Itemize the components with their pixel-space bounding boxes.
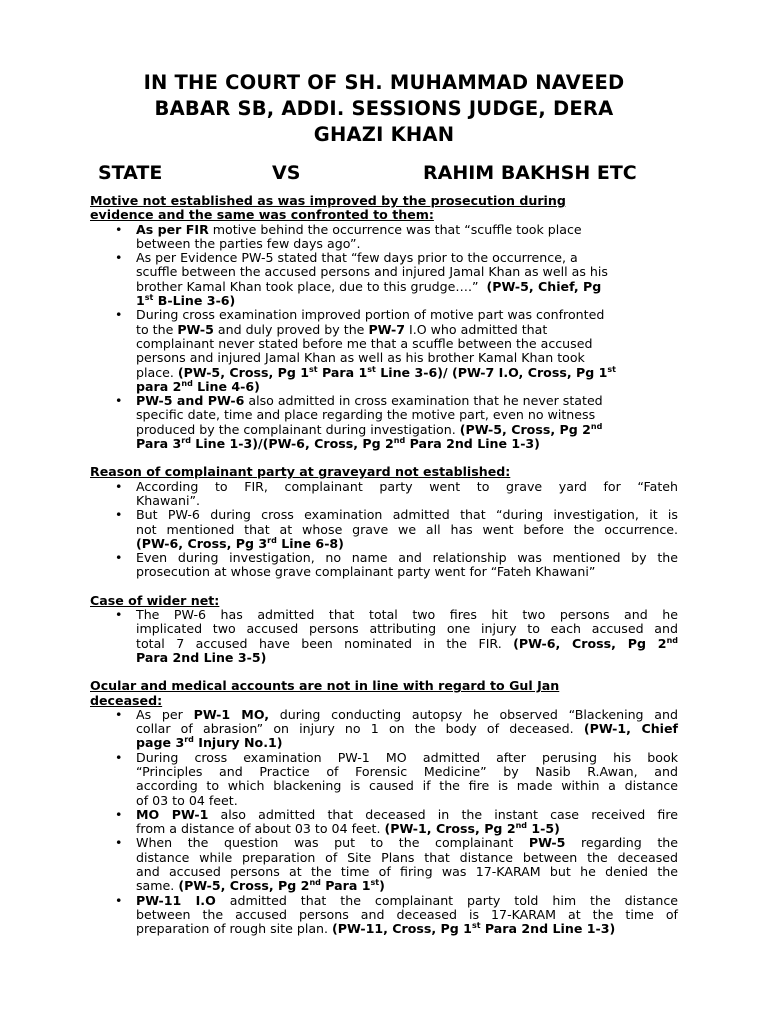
list-item: • Even during investigation, no name and relationship was mentioned by the prosecution at whose grave complainant party went for “Fateh Khawani” [115, 550, 678, 580]
section-ocular [90, 679, 678, 936]
section-heading-motive [90, 194, 678, 223]
bullet-icon: • [115, 550, 123, 566]
section-heading-motive-line-2: evidence and the same was confronted to them: [90, 207, 434, 223]
court-title-line-2: BABAR SB, ADDI. SESSIONS JUDGE, DERA [154, 97, 614, 120]
list-item: • During cross examination improved portion of motive part was confronted to the PW-5 and duly proved by the PW-7 I.O who admitted that complainant never stated before me that a scuffle between the accused persons and injured Jamal Khan as well as his brother Kamal Khan took place. (PW-5, Cross, Pg 1st Para 1st Line 3-6)/ (PW-7 I.O, Cross, Pg 1st para 2nd Line 4-6) [115, 307, 616, 394]
graveyard-points [90, 480, 678, 580]
court-title [90, 70, 678, 148]
party-accused: RAHIM BAKHSH ETC [423, 162, 637, 184]
section-heading-graveyard: Reason of complainant party at graveyard not established: [90, 464, 511, 480]
section-heading-ocular-line-1: Ocular and medical accounts are not in line with regard to Gul Jan [90, 678, 560, 694]
list-item: • During cross examination PW-1 MO admitted after perusing his book “Principles and Practice of Forensic Medicine” by Nasib R.Awan, and according to which blackening is caused if the fire is made within a distance of 03 to 04 feet. [115, 749, 678, 808]
section-graveyard [90, 465, 678, 579]
bullet-icon: • [115, 393, 123, 409]
party-versus: VS [272, 162, 301, 184]
bullet-icon: • [115, 507, 123, 523]
list-item: • As per PW-1 MO, during conducting autopsy he observed “Blackening and collar of abrasion” on injury no 1 on the body of deceased. (PW-1, Chief page 3rd Injury No.1) [115, 706, 678, 751]
section-heading-motive-line-1: Motive not established as was improved by the prosecution during [90, 193, 566, 208]
list-item: • When the question was put to the complainant PW-5 regarding the distance while preparation of Site Plans that distance between the deceased and accused persons at the time of firing was 17-KARAM but he denied the same. (PW-5, Cross, Pg 2nd Para 1st) [115, 835, 679, 894]
section-wider-net [90, 594, 678, 665]
bullet-icon: • [115, 607, 123, 623]
list-item: • The PW-6 has admitted that total two fires hit two persons and he implicated two accused persons attributing one injury to each accused and total 7 accused have been nominated in the FIR. (PW-6, Cross, Pg 2nd Para 2nd Line 3-5) [115, 607, 678, 665]
list-item: • As per FIR motive behind the occurrence was that “scuffle took place between the parties few days ago”. [115, 221, 582, 251]
list-item: • According to FIR, complainant party went to grave yard for “Fateh Khawani”. [115, 478, 678, 508]
list-item: • As per Evidence PW-5 stated that “few days prior to the occurrence, a scuffle between the accused persons and injured Jamal Khan as well as his brother Kamal Khan took place, due to this grudge….” (PW-5, Chief, Pg 1st B-Line 3-6) [115, 250, 608, 309]
document-body [90, 194, 678, 951]
bullet-icon: • [115, 250, 123, 266]
court-title-line-3: GHAZI KHAN [313, 123, 455, 146]
list-item: • PW-11 I.O admitted that the complainant party told him the distance between the accused persons and deceased is 17-KARAM at the time of preparation of rough site plan. (PW-11, Cross, Pg 1st Para 2nd Line 1-3) [115, 892, 678, 937]
wider-net-points [90, 608, 678, 665]
list-item: • MO PW-1 also admitted that deceased in the instant case received fire from a distance of about 03 to 04 feet. (PW-1, Cross, Pg 2nd 1-5) [115, 806, 678, 837]
bullet-icon: • [115, 835, 123, 851]
case-parties [0, 162, 768, 188]
section-motive [90, 194, 678, 451]
section-heading-ocular-line-2: deceased: [90, 692, 163, 708]
bullet-icon: • [115, 307, 123, 323]
bullet-icon: • [115, 892, 123, 908]
bullet-icon: • [115, 478, 123, 494]
bullet-icon: • [115, 806, 123, 822]
bullet-icon: • [115, 221, 123, 237]
list-item: • PW-5 and PW-6 also admitted in cross examination that he never stated specific date, time and place regarding the motive part, even no witness produced by the complainant during investigation. (PW-5, Cross, Pg 2nd Para 3rd Line 1-3)/(PW-6, Cross, Pg 2nd Para 2nd Line 1-3) [115, 393, 603, 452]
party-state: STATE [98, 162, 163, 184]
section-heading-wider-net: Case of wider net: [90, 592, 220, 608]
bullet-icon: • [115, 706, 123, 722]
bullet-icon: • [115, 749, 123, 765]
ocular-points [90, 708, 678, 937]
motive-points [90, 223, 678, 452]
section-heading-ocular [90, 679, 678, 708]
list-item: • But PW-6 during cross examination admitted that “during investigation, it is not mentioned that at whose grave we all has went before the occurrence. (PW-6, Cross, Pg 3rd Line 6-8) [115, 507, 678, 551]
court-title-line-1: IN THE COURT OF SH. MUHAMMAD NAVEED [143, 71, 625, 94]
